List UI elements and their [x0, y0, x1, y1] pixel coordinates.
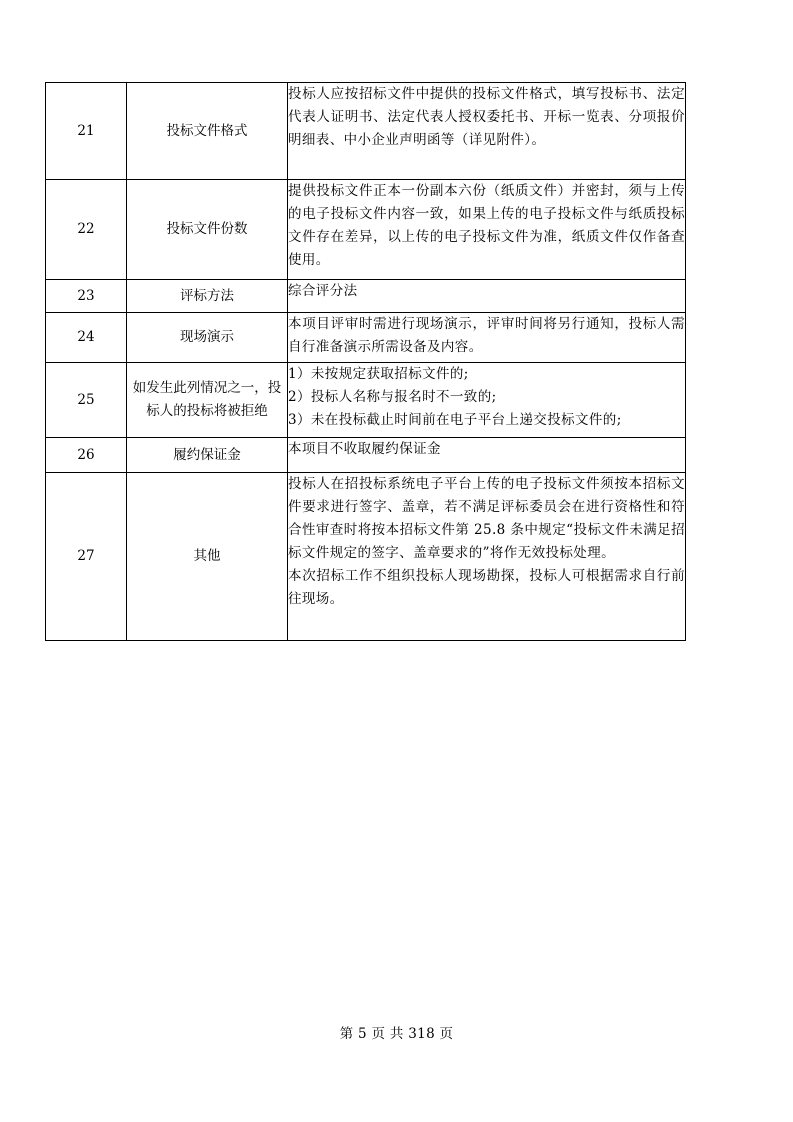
row-content: [288, 83, 686, 180]
content-line: 1）未按规定获取招标文件的;: [288, 366, 469, 382]
row-content: [288, 313, 686, 363]
table-row: [46, 313, 686, 363]
content-line: 本项目不收取履约保证金: [288, 441, 441, 457]
row-item-name: 如发生此列情况之一，投标人的投标将被拒绝: [127, 363, 288, 438]
row-item-name: 履约保证金: [127, 438, 288, 473]
content-line: 3）未在投标截止时间前在电子平台上递交投标文件的;: [288, 412, 622, 428]
row-item-name: 投标文件份数: [127, 180, 288, 280]
row-number: 24: [46, 313, 127, 363]
row-item-name: 评标方法: [127, 280, 288, 313]
row-number: 21: [46, 83, 127, 180]
content-line: 投标人应按招标文件中提供的投标文件格式，填写投标书、法定代表人证明书、法定代表人授权委托书、开标一览表、分项报价明细表、中小企业声明函等（详见附件）。: [288, 86, 685, 148]
row-number: 27: [46, 473, 127, 641]
page-footer: 第 5 页 共 318 页: [339, 1026, 454, 1042]
row-content: [288, 180, 686, 280]
row-item-name: 其他: [127, 473, 288, 641]
table-row: [46, 363, 686, 438]
table-row: [46, 83, 686, 180]
row-content: [288, 363, 686, 438]
content-line: 本次招标工作不组织投标人现场勘探，投标人可根据需求自行前往现场。: [288, 568, 685, 607]
row-number: 25: [46, 363, 127, 438]
row-item-name: 投标文件格式: [127, 83, 288, 180]
row-number: 26: [46, 438, 127, 473]
table-row: [46, 438, 686, 473]
content-line: 综合评分法: [288, 283, 358, 299]
row-number: 23: [46, 280, 127, 313]
content-line: 本项目评审时需进行现场演示，评审时间将另行通知，投标人需自行准备演示所需设备及内容。: [288, 316, 685, 355]
table-row: [46, 473, 686, 641]
table-row: [46, 180, 686, 280]
row-content: [288, 438, 686, 473]
requirements-table: [45, 82, 686, 641]
row-item-name: 现场演示: [127, 313, 288, 363]
table-row: [46, 280, 686, 313]
content-line: 投标人在招投标系统电子平台上传的电子投标文件须按本招标文件要求进行签字、盖章，若不满足评标委员会在进行资格性和符合性审查时将按本招标文件第 25.8 条中规定“投标文件未满足招标文件规定的签字、盖章要求的”将作无效投标处理。: [288, 476, 685, 561]
row-number: 22: [46, 180, 127, 280]
content-line: 提供投标文件正本一份副本六份（纸质文件）并密封，须与上传的电子投标文件内容一致，如果上传的电子投标文件与纸质投标文件存在差异，以上传的电子投标文件为准，纸质文件仅作备查使用。: [288, 183, 685, 268]
row-content: [288, 280, 686, 313]
content-line: 2）投标人名称与报名时不一致的;: [288, 389, 497, 405]
row-content: [288, 473, 686, 641]
